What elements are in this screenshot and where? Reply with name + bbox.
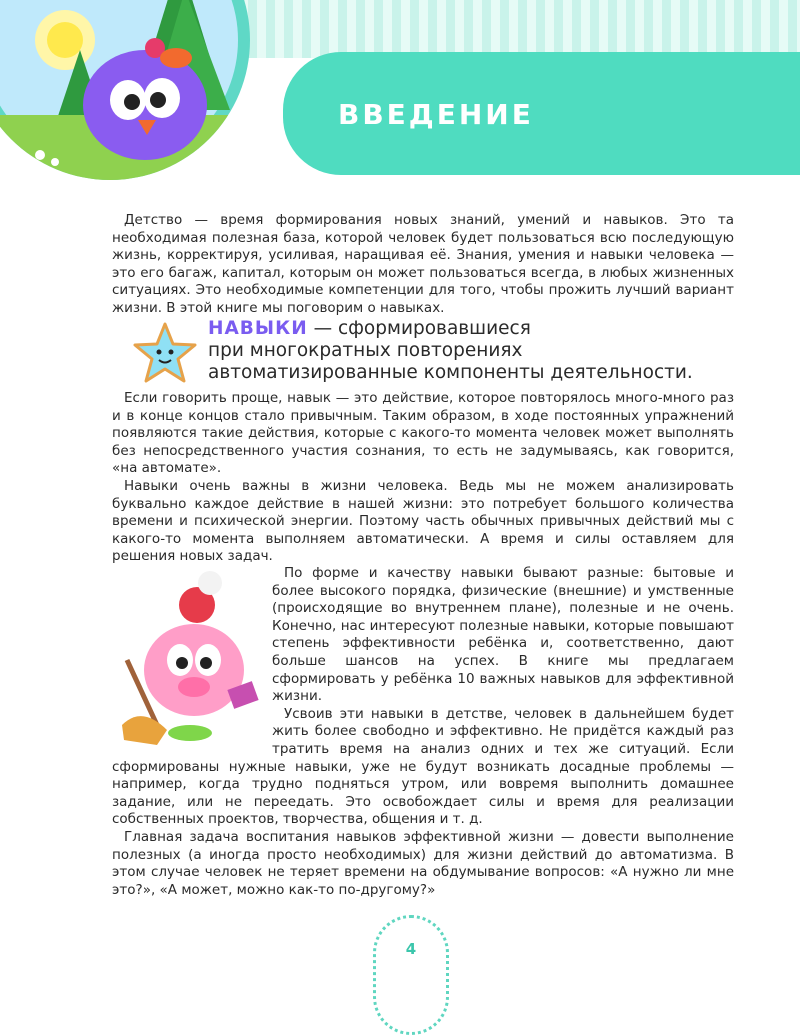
paragraph: Навыки очень важны в жизни человека. Ведь мы не можем анализировать буквально каждое действие в нашей жизни: это потребует большого количества времени и психической энергии. Поэтому часть обычных привычных действий мы с какого-то момента выполняем автоматически. А время и силы оставляем для решения новых задач. — [112, 477, 734, 565]
paragraph: Если говорить проще, навык — это действие, которое повторялось много-много раз и в конце концов стало привычным. Таким образом, в ходе постоянных упражнений появляются такие действия, которые с какого-то момента человек может выполнять без непосредственного участия сознания, то есть не задумываясь, как говорится, «на автомате». — [112, 390, 734, 477]
definition-term: НАВЫКИ — [208, 318, 308, 339]
definition-line-1: — сформировавшиеся — [307, 318, 531, 339]
page-number: 4 — [405, 940, 417, 958]
pig-illustration — [112, 565, 262, 755]
paragraph: Усвоив эти навыки в детстве, человек в дальнейшем будет жить более свободно и эффективно. Не придётся каждый раз тратить время на анализ одних и тех же ситуаций. Если сформированы нужные навыки, уже не будут возникать досадные проблемы — например, когда трудно подняться утром, или вовремя выполнить домашнее задание, или не переедать. Это освобождает силы и время для реализации собственных проектов, творчества, общения и т. д. — [112, 705, 734, 828]
main-text — [112, 390, 734, 566]
page-title: ВВЕДЕНИЕ — [338, 98, 534, 131]
owl-illustration — [0, 0, 255, 190]
page-number-frame — [373, 915, 449, 1035]
star-icon — [132, 322, 198, 384]
paragraph: Главная задача воспитания навыков эффективной жизни — довести выполнение полезных (а иногда просто необходимых) для жизни действий до автоматизма. В этом случае человек не теряет времени на обдумывание вопросов: «А нужно ли мне это?», «А может, можно как-то по-другому?» — [112, 828, 734, 898]
definition-line-2: при многократных повторениях — [208, 340, 523, 361]
paragraph: По форме и качеству навыки бывают разные: бытовые и более высокого порядка, физические (внешние) и умственные (происходящие во внутреннем плане), полезные и не очень. Конечно, нас интересуют полезные навыки, которые повышают степень эффективности ребёнка и, соответственно, дают больше шансов на успех. В книге мы предлагаем сформировать у ребёнка 10 важных навыков для эффективной жизни. — [272, 565, 734, 705]
text-with-illustration — [112, 565, 734, 899]
header-stripes — [230, 0, 800, 58]
intro-paragraph: Детство — время формирования новых знаний, умений и навыков. Это та необходимая полезная база, которой человек будет пользоваться всю последующую жизнь, корректируя, усиливая, наращивая её. Знания, умения и навыки человека — это его багаж, капитал, которым он может пользоваться всегда, в любых жизненных ситуациях. Это необходимые компетенции для того, чтобы прожить лучший вариант жизни. В этой книге мы поговорим о навыках. — [112, 212, 734, 316]
definition-text — [208, 318, 693, 384]
definition-line-3: автоматизированные компоненты деятельности. — [208, 362, 693, 383]
